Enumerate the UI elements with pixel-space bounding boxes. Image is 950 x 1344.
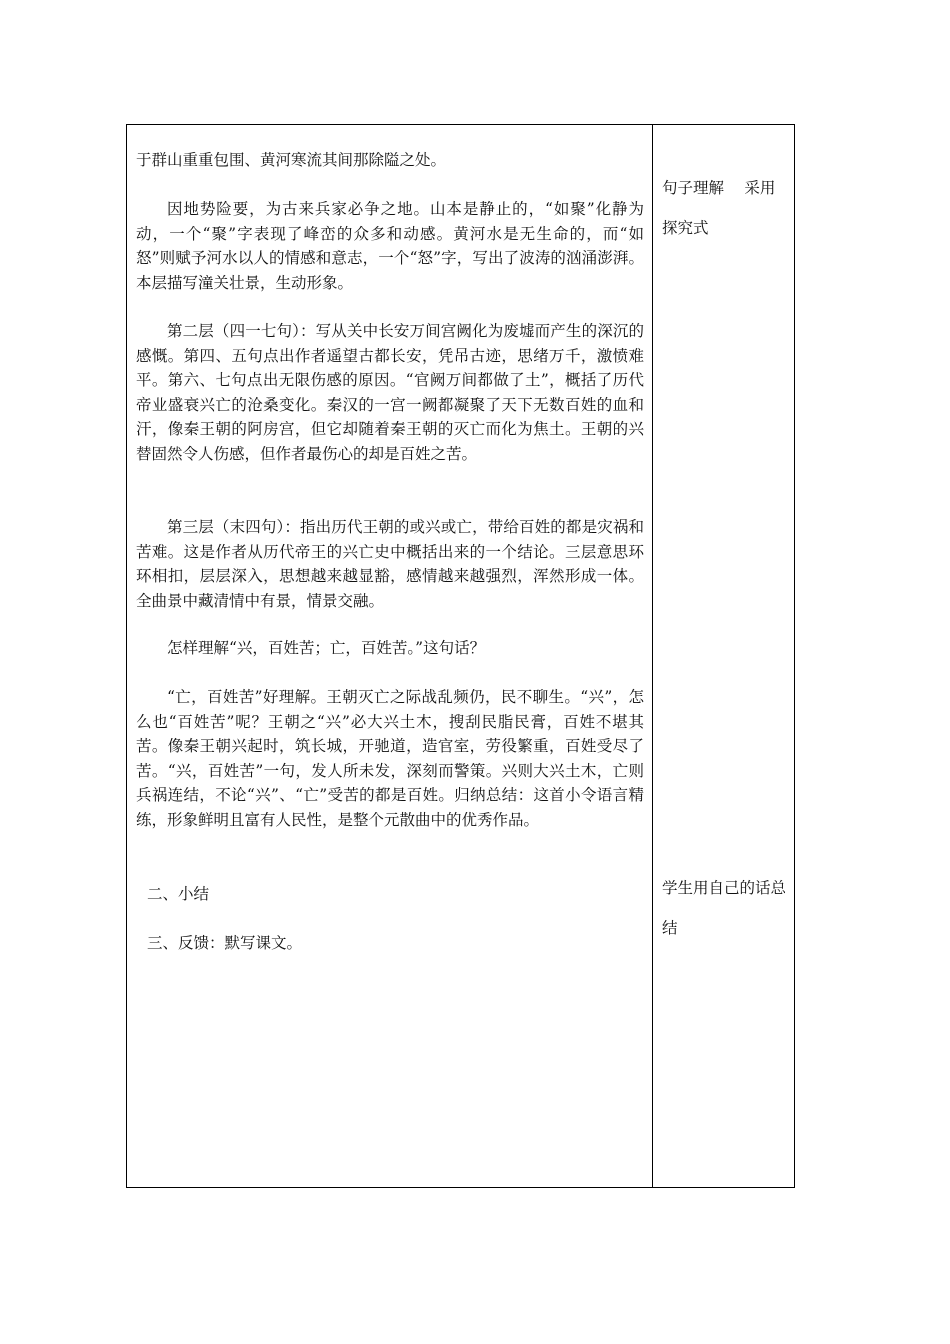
question-paragraph: 怎样理解“兴，百姓苦；亡，百姓苦。”这句话？ xyxy=(167,639,486,657)
paragraph-layer-three: 第三层（末四句）：指出历代王朝的或兴或亡，带给百姓的都是灾祸和苦难。这是作者从历代帝王的兴亡史中概括出来的一个结论。三层意思环环相扣，层层深入，思想越来越显豁，感情越来越强烈，浑然形成一体。全曲景中藏清情中有景，情景交融。 xyxy=(136,518,644,610)
paragraph-layer-one-analysis: 因地势险要，为古来兵家必争之地。山本是静止的，“如聚”化静为动，一个“聚”字表现了峰峦的众多和动感。黄河水是无生命的，而“如怒”则赋予河水以人的情感和意志，一个“怒”字，写出了波涛的汹涌澎湃。本层描写潼关壮景，生动形象。 xyxy=(136,200,644,292)
teaching-note-summary: 学生用自己的话总结 xyxy=(662,879,787,937)
teaching-note-inquiry: 句子理解 采用探究式 xyxy=(662,179,776,237)
notes-column xyxy=(653,125,795,1187)
paragraph-layer-two: 第二层（四一七句）：写从关中长安万间宫阙化为废墟而产生的深沉的感慨。第四、五句点出作者遥望古都长安，凭吊古迹，思绪万千，激愤难平。第六、七句点出无限伤感的原因。“官阙万间都做了土”，概括了历代帝业盛衰兴亡的沧桑变化。秦汉的一宫一阙都凝聚了天下无数百姓的血和汗，像秦王朝的阿房宫，但它却随着秦王朝的灭亡而化为焦土。王朝的兴替固然令人伤感，但作者最伤心的却是百姓之苦。 xyxy=(136,322,644,463)
section-feedback-heading: 三、反馈：默写课文。 xyxy=(147,934,303,952)
lesson-table xyxy=(126,124,795,1188)
content-column xyxy=(127,125,652,1187)
answer-paragraph: “亡，百姓苦”好理解。王朝灭亡之际战乱频仍，民不聊生。“兴”，怎么也“百姓苦”呢？王朝之“兴”必大兴土木，搜刮民脂民膏，百姓不堪其苦。像秦王朝兴起时，筑长城，开驰道，造官室，劳役繁重，百姓受尽了苦。“兴，百姓苦”一句，发人所未发，深刻而警策。兴则大兴土木，亡则兵祸连结，不论“兴”、“亡”受苦的都是百姓。归纳总结：这首小令语言精练，形象鲜明且富有人民性，是整个元散曲中的优秀作品。 xyxy=(136,688,644,829)
paragraph-location: 于群山重重包围、黄河寒流其间那除隘之处。 xyxy=(136,151,447,169)
section-summary-heading: 二、小结 xyxy=(147,885,210,903)
